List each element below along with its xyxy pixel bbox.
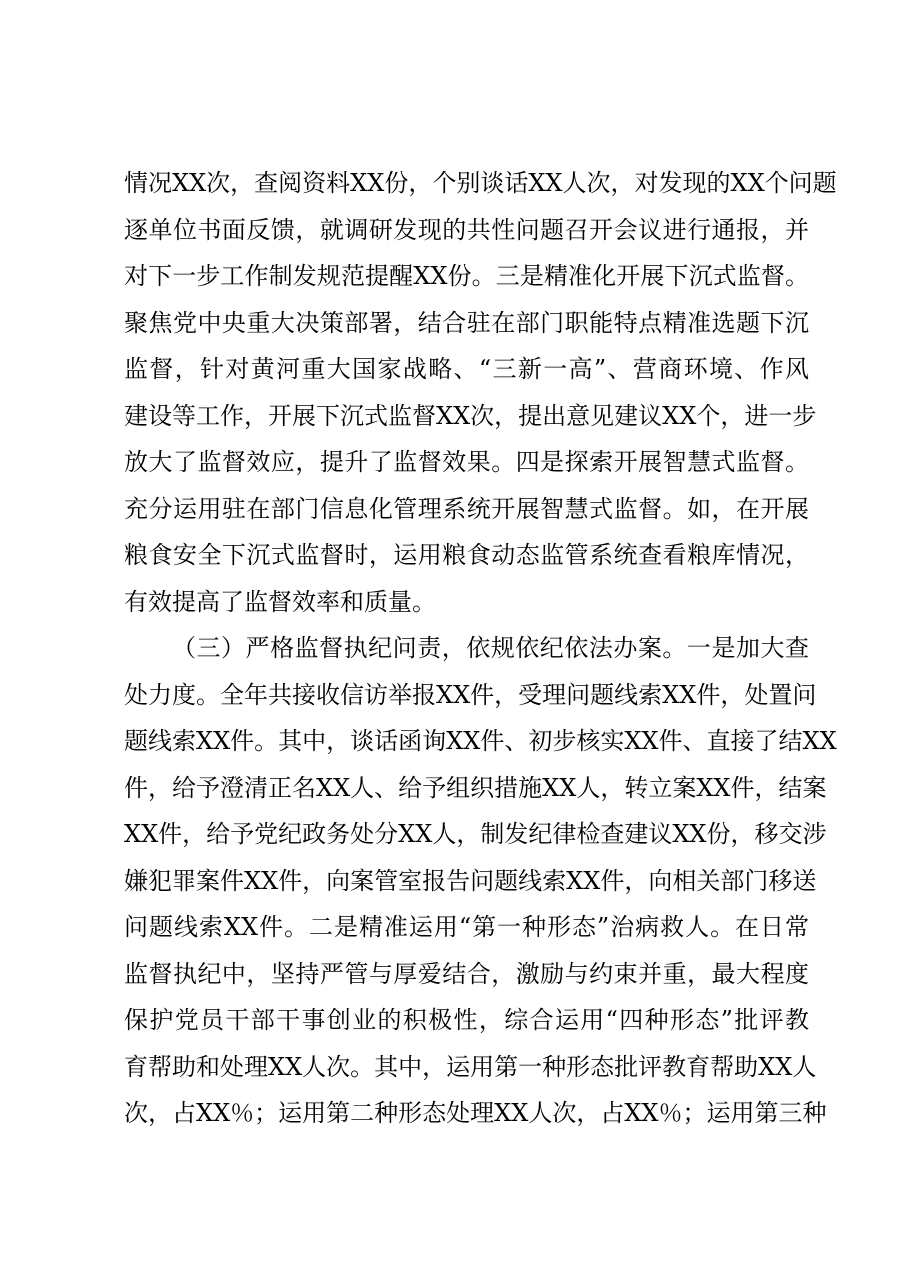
text-line: 处力度。全年共接收信访举报XX件，受理问题线索XX件，处置问 (124, 680, 817, 709)
text-line: 有效提高了监督效率和质量。 (124, 587, 436, 616)
text-line: 建设等工作，开展下沉式监督XX次，提出意见建议XX个，进一步 (124, 401, 817, 430)
text-line: 件，给予澄清正名XX人、给予组织措施XX人，转立案XX件，结案 (124, 773, 827, 802)
text-line: 保护党员干部干事创业的积极性，综合运用“四种形态”批评教 (124, 1006, 809, 1034)
text-line: 育帮助和处理XX人次。其中，运用第一种形态批评教育帮助XX人 (124, 1052, 817, 1081)
text-line: 问题线索XX件。二是精准运用“第一种形态”治病救人。在日常 (124, 913, 809, 941)
text-line: 嫌犯罪案件XX件，向案管室报告问题线索XX件，向相关部门移送 (124, 866, 817, 895)
text-line: 充分运用驻在部门信息化管理系统开展智慧式监督。如，在开展 (124, 494, 809, 523)
text-line: 对下一步工作制发规范提醒XX份。三是精准化开展下沉式监督。 (124, 262, 809, 290)
text-line: 次，占XX％；运用第二种形态处理XX人次，占XX％；运用第三种 (124, 1099, 827, 1127)
body-text (124, 160, 837, 1137)
text-line: 监督执纪中，坚持严管与厚爱结合，激励与约束并重，最大程度 (124, 959, 809, 988)
text-line: 粮食安全下沉式监督时，运用粮食动态监管系统查看粮库情况， (124, 541, 809, 569)
text-line: 逐单位书面反馈，就调研发现的共性问题召开会议进行通报，并 (124, 215, 809, 244)
section-heading-line: （三）严格监督执纪问责，依规依纪依法办案。一是加大查 (172, 634, 809, 662)
text-line: 监督，针对黄河重大国家战略、“三新一高”、营商环境、作风 (124, 355, 809, 383)
text-line: XX件，给予党纪政务处分XX人，制发纪律检查建议XX份，移交涉 (124, 820, 827, 848)
text-line: 题线索XX件。其中，谈话函询XX件、初步核实XX件、直接了结XX (124, 727, 837, 755)
text-line: 聚焦党中央重大决策部署，结合驻在部门职能特点精准选题下沉 (124, 308, 809, 337)
text-line: 情况XX次，查阅资料XX份，个别谈话XX人次，对发现的XX个问题 (124, 169, 837, 197)
text-line: 放大了监督效应，提升了监督效果。四是探索开展智慧式监督。 (124, 448, 809, 476)
